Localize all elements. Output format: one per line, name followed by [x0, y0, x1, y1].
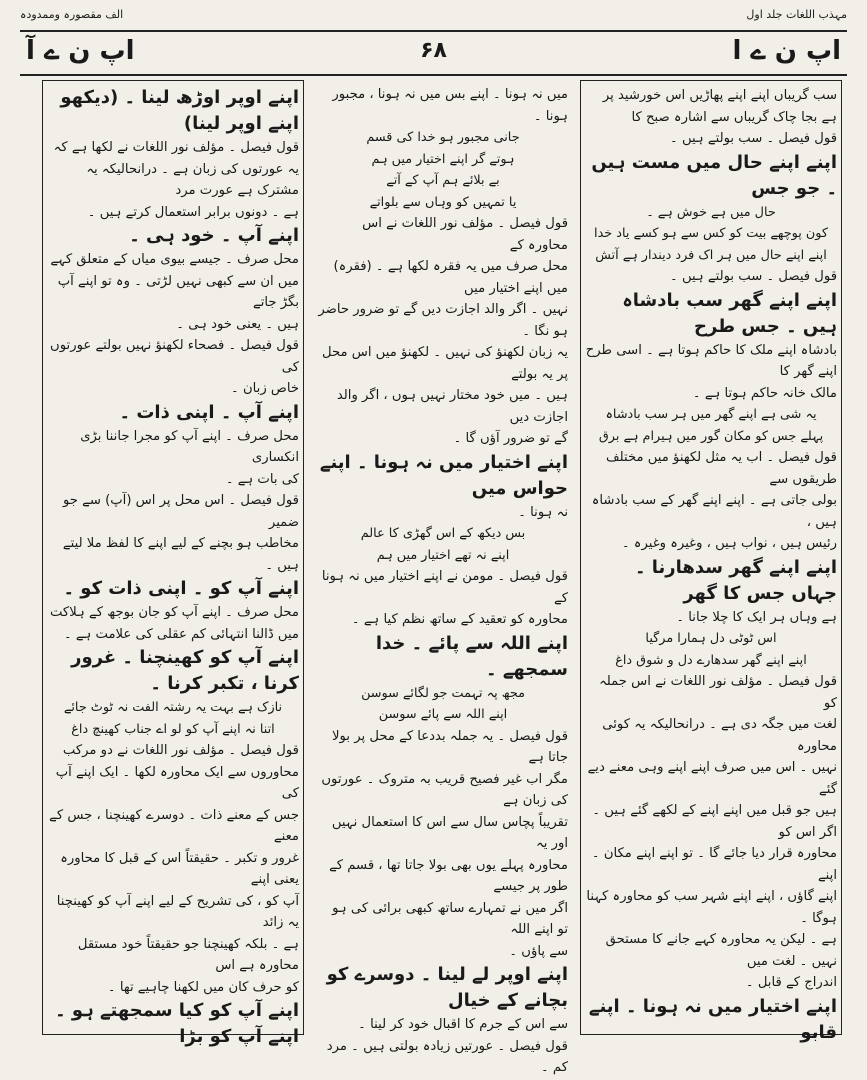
running-head-volume: مہذب اللغات جلد اول [746, 8, 847, 21]
verse-line: اپنے نہ تھے اختیار میں ہم [376, 547, 510, 563]
text-line: آپ کو ، کی تشریح کے لیے اپنے آپ کو کھینچنا یہ زائد [56, 893, 299, 930]
text-line: سے پاؤں ۔ [509, 943, 568, 959]
verse-line: یہ شی ہے اپنے گھر میں ہر سب بادشاہ [605, 407, 817, 422]
headword-line: اپنے اپنے گھر سب بادشاہ ہیں ۔ جس طرح [622, 289, 837, 337]
text-line: غرور و تکبر ۔ حقیقتاً اس کے قبل کا محاورہ یعنی اپنے [60, 850, 299, 887]
header-letters-right: اپ ن ے ا [732, 36, 841, 66]
text-line: نہیں ۔ اس میں صرف اپنے اپنے وہی معنے دیے گئے [587, 760, 837, 797]
verse-line: مجھ پہ تہمت جو لگائے سوسن [361, 685, 525, 701]
text-line: بادشاہ اپنے ملک کا حاکم ہوتا ہے ۔ اسی طرح اپنے گھر کا [585, 342, 837, 379]
text-line: مخاطب ہو بچنے کے لیے اپنے کا لفظ ملا لیتے ہیں ۔ [62, 536, 299, 573]
text-line: محل صرف ۔ اپنے آپ کو جان بوجھ کے ہلاکت [49, 605, 299, 620]
text-line: یہ عورتوں کی زبان ہے ۔ درانحالیکہ یہ مشترک ہے عورت مرد [86, 161, 299, 198]
page-number: ۶۸ [420, 38, 447, 63]
text-columns [42, 80, 846, 1075]
text-line: اگر میں نے تمہارے ساتھ کبھی برائی کی ہو تو اپنے اللہ [332, 900, 568, 937]
text-line: نہ ہونا ۔ [518, 504, 568, 520]
text-line: قول فیصل ۔ مؤلف نور اللغات نے اس محاورہ کے [362, 216, 568, 253]
text-line: میں ان سے کبھی نہیں لڑتی ۔ وہ تو اپنے آپ بگڑ جاتے [57, 273, 299, 310]
text-line: میں ڈالنا انتہائی کم عقلی کی علامت ہے ۔ [63, 626, 299, 642]
headword-line: اپنے اوپر اوڑھ لینا ۔ (دیکھو اپنے اوپر لینا) [60, 87, 299, 134]
running-head-section: الف مقصورہ وممدودہ [20, 8, 124, 21]
text-line: سب گریباں اپنے اپنے پھاڑیں اس خورشید پر [602, 88, 837, 103]
column-middle [314, 80, 572, 1075]
headword-line: اپنے آپ ۔ اپنی ذات ۔ [119, 401, 299, 423]
text-line: لغت میں جگہ دی ہے ۔ درانحالیکہ یہ کوئی محاورہ [602, 717, 837, 754]
text-line: قول فیصل ۔ مومن نے اپنے اختیار میں نہ ہونا کے [321, 569, 568, 606]
text-line: محاوروں سے ایک محاورہ لکھا ۔ ایک اپنے آپ کی [55, 764, 299, 801]
text-line: قول فیصل ۔ یہ جملہ بددعا کے محل پر بولا جاتا ہے [332, 728, 568, 765]
verse-line: جانی مجبور ہو خدا کی قسم [366, 130, 520, 145]
text-line: قول فیصل ۔ اس محل پر اس (آپ) سے جو ضمیر [62, 493, 299, 530]
text-line: قول فیصل ۔ عورتیں زیادہ بولتی ہیں ۔ مرد کم ۔ [326, 1038, 568, 1075]
verse-line: نازک ہے بہت یہ رشتہ الفت نہ ٹوٹ جائے [63, 700, 283, 715]
headword-line: اپنے اوپر لے لینا ۔ دوسرے کو بچانے کے خیال [326, 964, 568, 1011]
text-line: اپنے گاؤں ، اپنے اپنے شہر سب کو محاورہ کہنا ہوگا ۔ [586, 889, 837, 926]
text-line: قول فیصل ۔ سب بولتے ہیں ۔ [670, 131, 837, 146]
column-left [42, 80, 304, 1047]
text-line: ہے ۔ بلکہ کھینچنا جو حقیقتاً خود مستقل محاورہ ہے اس [77, 936, 299, 973]
text-line: مالک خانہ حاکم ہوتا ہے ۔ [692, 385, 837, 401]
headword-line: اپنے آپ کو ۔ اپنی ذات کو ۔ [63, 578, 299, 599]
text-line: نہیں ۔ اگر والد اجازت دیں گے تو ضرور حاضر ہو نگا ۔ [318, 302, 568, 339]
text-line: ہے وہاں ہر ایک کا چلا جانا ۔ [676, 609, 837, 625]
text-line: جس کے معنے ذات ۔ دوسرے کھینچنا ، جس کے معنے [49, 807, 299, 844]
text-line: ہیں ۔ میں خود مختار نہیں ہوں ، اگر والد اجازت دیں [336, 388, 568, 425]
page-header [20, 30, 847, 76]
text-line: ہے ۔ لیکن یہ محاورہ کہے جانے کا مستحق نہیں ۔ لغت میں [605, 932, 837, 969]
header-letters-left: اپ ن ے آ [26, 36, 135, 66]
text-line: میں نہ ہونا ۔ اپنے بس میں نہ ہونا ، مجبور ہونا ۔ [332, 87, 568, 124]
verse-line: اپنے اللہ سے پائے سوسن [378, 707, 508, 722]
verse-line: یا تمہیں کو وہاں سے بلواتے [369, 194, 517, 210]
text-line: محل صرف ۔ جیسے بیوی میاں کے متعلق کہے [50, 252, 299, 267]
verse-line: پہلے جس کو مکان گور میں ہیرام ہے برق [598, 428, 824, 444]
text-line: ہے بجا چاک گریباں سے اشارہ صبح کا [631, 109, 837, 125]
text-line: تقریباً پچاس سال سے اس کا استعمال نہیں اور یہ [331, 814, 568, 851]
text-line: قول فیصل ۔ سب بولتے ہیں ۔ [670, 269, 837, 284]
text-line: قول فیصل ۔ مؤلف نور اللغات نے دو مرکب [62, 743, 299, 758]
text-line: قول فیصل ۔ اب یہ مثل لکھنؤ میں مختلف طریقوں سے [605, 450, 837, 487]
headword-line: اپنے اپنے گھر سدھارنا ۔ جہاں جس کا گھر [634, 556, 837, 604]
verse-line: بس دیکھ کے اس گھڑی کا عالم [360, 526, 526, 541]
text-line: محاورہ پہلے یوں بھی بولا جاتا تھا ، قسم کے طور پر جیسے [329, 857, 568, 894]
text-line: محل صرف ۔ اپنے آپ کو مجرا جاننا بڑی انکساری [80, 428, 299, 465]
headword-line: اپنے اپنے حال میں مست ہیں ۔ جو جس [591, 151, 837, 199]
text-line: قول فیصل ۔ فصحاء لکھنؤ نہیں بولتے عورتوں کی [50, 338, 299, 375]
text-line: یہ زبان لکھنؤ کی نہیں ۔ لکھنؤ میں اس محل پر یہ بولتے [321, 345, 568, 382]
text-line: خاص زبان ۔ [231, 381, 299, 396]
headword-line: اپنے آپ کو کھینچنا ۔ غرور کرنا ، تکبر کرنا ۔ [71, 647, 299, 694]
headword-line: اپنے آپ ۔ خود ہی ۔ [129, 225, 299, 246]
text-line: کی بات ہے ۔ [225, 471, 299, 487]
verse-line: حال میں ہے خوش ہے ۔ [646, 204, 776, 220]
column-right [580, 80, 842, 1043]
text-line: بولی جاتی ہے ۔ اپنے اپنے گھر کے سب بادشاہ ہیں ، [591, 493, 837, 530]
text-line: رئیس ہیں ، نواب ہیں ، وغیرہ وغیرہ ۔ [621, 536, 837, 551]
headword-line: اپنے اختیار میں نہ ہونا ۔ اپنے حواس میں [319, 451, 568, 499]
text-line: محل صرف میں یہ فقرہ لکھا ہے ۔ (فقرہ) میں اپنے اختیار میں [333, 259, 568, 296]
verse-line: اپنے اپنے حال میں ہر اک فرد دیندار ہے آتش [595, 247, 827, 263]
headword-line: اپنے اختیار میں نہ ہونا ۔ اپنے قابو [588, 995, 837, 1043]
text-line: مگر اب غیر فصیح قریب بہ متروک ۔ عورتوں کی زبان ہے [321, 771, 568, 808]
text-line: ہے ۔ دونوں برابر استعمال کرتے ہیں ۔ [87, 204, 299, 220]
verse-line: اپنے اپنے گھر سدھارے دل و شوق داغ [615, 652, 807, 668]
text-line: کو حرف کان میں لکھنا چاہیے تھا ۔ [107, 979, 299, 995]
verse-line: ہوتے گر اپنے اختیار میں ہم [371, 151, 515, 167]
text-line: ہیں ۔ یعنی خود ہی ۔ [176, 316, 299, 332]
headword-line: اپنے آپ کو کیا سمجھتے ہو ۔ اپنے آپ کو بڑا [55, 1000, 299, 1047]
text-line: قول فیصل ۔ مؤلف نور اللغات نے لکھا ہے کہ [53, 140, 299, 155]
verse-line: اس ٹوٹی دل ہمارا مرگیا [645, 631, 777, 646]
headword-line: اپنے اللہ سے پائے ۔ خدا سمجھے ۔ [375, 632, 568, 680]
running-head [20, 6, 847, 26]
verse-line: بے بلائے ہم آپ کے آتے [386, 173, 500, 188]
text-line: قول فیصل ۔ مؤلف نور اللغات نے اس جملہ کو [599, 674, 837, 711]
text-line: گے تو ضرور آؤں گا ۔ [453, 431, 568, 446]
text-line: محاورہ کو تعقید کے ساتھ نظم کیا ہے ۔ [351, 612, 568, 627]
text-line: اندراج کے قابل ۔ [745, 975, 837, 990]
text-line: ہیں جو قبل میں اپنے اپنے کے لکھے گئے ہیں ۔ اگر اس کو [592, 803, 837, 840]
verse-line: کون پوچھے بیت کو کس سے ہو کسے یاد خدا [594, 226, 828, 241]
verse-line: اتنا نہ اپنے آپ کو لو اے جناب کھینچ داغ [71, 721, 275, 737]
text-line: سے اس کے جرم کا اقبال خود کر لینا ۔ [358, 1017, 568, 1032]
text-line: محاورہ قرار دیا جائے گا ۔ تو اپنے اپنے مکان ۔ اپنے [591, 846, 837, 883]
